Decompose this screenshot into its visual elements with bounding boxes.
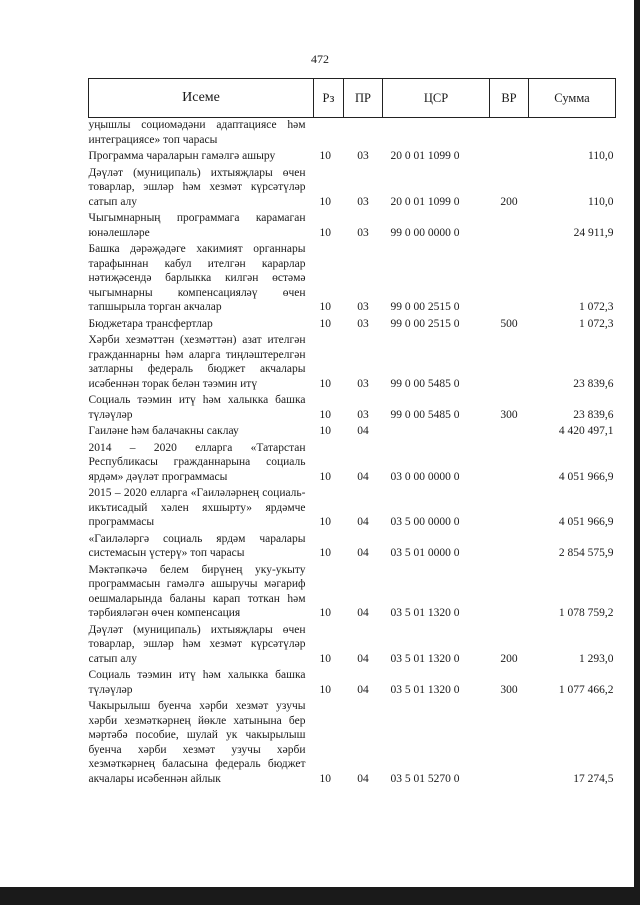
cell-sum: 2 854 575,9 bbox=[558, 547, 614, 559]
cell-vr bbox=[490, 149, 529, 166]
cell-pr: 03 bbox=[357, 377, 369, 390]
cell-csr: 03 5 01 1320 0 bbox=[390, 683, 460, 696]
cell-vr: 200 bbox=[500, 652, 518, 665]
page-number: 472 bbox=[311, 52, 329, 66]
cell-pr: 04 bbox=[357, 470, 369, 483]
table-row bbox=[89, 563, 616, 623]
scan-bottom-edge bbox=[0, 887, 640, 905]
cell-vr bbox=[490, 333, 529, 393]
cell-vr bbox=[490, 242, 529, 317]
table-row bbox=[89, 532, 616, 563]
cell-csr: 03 5 01 1320 0 bbox=[390, 607, 460, 619]
header-sum: Сумма bbox=[529, 79, 616, 118]
cell-sum: 1 077 466,2 bbox=[558, 683, 614, 696]
cell-csr: 99 0 00 2515 0 bbox=[390, 317, 460, 330]
cell-pr: 04 bbox=[357, 683, 369, 696]
table-row bbox=[89, 211, 616, 242]
table-body bbox=[89, 118, 616, 789]
header-csr: ЦСР bbox=[383, 79, 490, 118]
cell-pr bbox=[344, 118, 383, 150]
cell-name: Дәүләт (муниципаль) ихтыяҗлары өчен товарлар, эшләр һәм хезмәт күрсәтүләр сатып алу bbox=[88, 623, 306, 665]
cell-csr: 99 0 00 0000 0 bbox=[390, 226, 460, 239]
cell-rz: 10 bbox=[319, 150, 331, 162]
cell-sum: 1 072,3 bbox=[579, 301, 614, 313]
cell-name: «Гаиләләргә социаль ярдәм чаралары системасын үстерү» топ чарасы bbox=[88, 532, 306, 559]
cell-rz: 10 bbox=[319, 470, 331, 483]
cell-rz: 10 bbox=[319, 408, 331, 421]
cell-vr: 300 bbox=[500, 683, 518, 696]
cell-sum: 110,0 bbox=[588, 150, 614, 162]
cell-vr bbox=[490, 532, 529, 563]
cell-sum: 110,0 bbox=[588, 195, 614, 208]
cell-csr: 20 0 01 1099 0 bbox=[390, 150, 460, 162]
cell-pr: 04 bbox=[357, 547, 369, 559]
cell-sum: 1 078 759,2 bbox=[558, 607, 614, 619]
cell-name: Чакырылыш буенча хәрби хезмәт узучы хәрби хезмәткәрнең йөкле хатынына бер мәртәбә пособие, шулай ук чакырылыш буенча хәрби хезмәт узучы хәрби хезмәткәрнең баласына федераль бюджет акчалары исәбеннән айлык bbox=[88, 700, 306, 785]
cell-sum: 24 911,9 bbox=[573, 226, 614, 239]
table-row bbox=[89, 424, 616, 441]
cell-pr: 03 bbox=[357, 226, 369, 239]
table-row bbox=[89, 623, 616, 669]
cell-vr bbox=[490, 441, 529, 487]
cell-rz: 10 bbox=[319, 683, 331, 696]
cell-name: Программа чараларын гамәлгә ашыру bbox=[88, 150, 276, 162]
cell-csr: 99 0 00 5485 0 bbox=[390, 408, 460, 421]
table-header bbox=[89, 79, 616, 118]
cell-rz: 10 bbox=[319, 607, 331, 619]
cell-pr: 04 bbox=[357, 516, 369, 528]
table-row bbox=[89, 149, 616, 166]
cell-rz: 10 bbox=[319, 547, 331, 559]
cell-pr: 03 bbox=[357, 301, 369, 313]
cell-vr: 300 bbox=[500, 408, 518, 421]
scan-right-edge bbox=[634, 0, 640, 905]
cell-name: Хәрби хезмәттән (хезмәттән) азат ителгән гражданнарны һәм аларга тиңләштерелгән затларны федераль бюджет акчалары исәбеннән торак белән тәэмин итү bbox=[88, 334, 306, 390]
cell-csr bbox=[383, 118, 490, 150]
header-rz: Рз bbox=[314, 79, 344, 118]
cell-vr bbox=[490, 211, 529, 242]
table-row bbox=[89, 441, 616, 487]
cell-rz: 10 bbox=[319, 652, 331, 665]
header-name: Исеме bbox=[89, 79, 314, 118]
cell-name: Мәктәпкәчә белем бирүнең уку-укыту программасын гамәлгә ашыручы мәгариф оешмаларында баланы карап тоткан һәм тәрбияләгән өчен компенсация bbox=[88, 563, 306, 619]
cell-rz: 10 bbox=[319, 377, 331, 390]
cell-pr: 04 bbox=[357, 425, 369, 437]
table-row bbox=[89, 699, 616, 788]
cell-csr: 99 0 00 5485 0 bbox=[390, 377, 460, 390]
cell-vr bbox=[490, 699, 529, 788]
cell-sum: 1 072,3 bbox=[579, 317, 614, 330]
header-pr: ПР bbox=[344, 79, 383, 118]
table-row bbox=[89, 317, 616, 334]
cell-name: 2014 – 2020 елларга «Татарстан Республикасы гражданнарына социаль ярдәм» дәүләт программасы bbox=[88, 441, 306, 483]
cell-rz bbox=[314, 118, 344, 150]
cell-rz: 10 bbox=[319, 301, 331, 313]
cell-pr: 03 bbox=[357, 150, 369, 162]
cell-csr: 20 0 01 1099 0 bbox=[390, 195, 460, 208]
table-row bbox=[89, 333, 616, 393]
cell-pr: 04 bbox=[357, 772, 369, 785]
table-row bbox=[89, 668, 616, 699]
cell-rz: 10 bbox=[319, 425, 331, 437]
cell-pr: 04 bbox=[357, 607, 369, 619]
table-row bbox=[89, 486, 616, 532]
cell-csr bbox=[383, 424, 490, 441]
cell-csr: 03 5 01 0000 0 bbox=[390, 547, 460, 559]
table-row bbox=[89, 242, 616, 317]
cell-csr: 99 0 00 2515 0 bbox=[390, 301, 460, 313]
cell-csr: 03 5 01 1320 0 bbox=[390, 652, 460, 665]
header-vr: ВР bbox=[490, 79, 529, 118]
cell-name: Башка дәрәҗәдәге хакимият органнары тарафыннан кабул ителгән карарлар нәтиҗәсендә барлыкка килгән өстәмә чыгымнарны компенсацияләү өчен тапшырыла торган акчалар bbox=[88, 243, 306, 313]
table-row bbox=[89, 166, 616, 212]
cell-csr: 03 5 01 5270 0 bbox=[390, 772, 460, 785]
table-row bbox=[89, 393, 616, 424]
cell-name: Дәүләт (муниципаль) ихтыяҗлары өчен товарлар, эшләр һәм хезмәт күрсәтүләр сатып алу bbox=[88, 166, 306, 208]
cell-pr: 03 bbox=[357, 195, 369, 208]
cell-vr bbox=[490, 118, 529, 150]
cell-rz: 10 bbox=[319, 317, 331, 330]
cell-sum: 4 051 966,9 bbox=[558, 516, 614, 528]
cell-sum: 1 293,0 bbox=[579, 652, 614, 665]
cell-name: уңышлы социомәдәни адаптациясе һәм интеграциясе» топ чарасы bbox=[88, 119, 306, 146]
cell-rz: 10 bbox=[319, 195, 331, 208]
cell-rz: 10 bbox=[319, 226, 331, 239]
cell-sum: 17 274,5 bbox=[573, 772, 614, 785]
cell-name: Бюджетара трансфертлар bbox=[88, 317, 213, 330]
cell-rz: 10 bbox=[319, 772, 331, 785]
cell-vr bbox=[490, 486, 529, 532]
cell-pr: 03 bbox=[357, 317, 369, 330]
cell-rz: 10 bbox=[319, 516, 331, 528]
cell-name: Чыгымнарның программага карамаган юнәлешләре bbox=[88, 212, 306, 239]
cell-pr: 04 bbox=[357, 652, 369, 665]
cell-name: Социаль тәэмин итү һәм халыкка башка түләүләр bbox=[88, 669, 306, 696]
cell-name: Социаль тәэмин итү һәм халыкка башка түләүләр bbox=[88, 394, 306, 421]
cell-vr: 500 bbox=[500, 317, 518, 330]
cell-csr: 03 0 00 0000 0 bbox=[390, 470, 460, 483]
cell-vr bbox=[490, 563, 529, 623]
cell-sum bbox=[529, 118, 616, 150]
budget-table bbox=[88, 78, 616, 788]
cell-name: Гаиләне һәм балачакны саклау bbox=[88, 425, 239, 437]
cell-sum: 4 051 966,9 bbox=[558, 470, 614, 483]
cell-pr: 03 bbox=[357, 408, 369, 421]
cell-vr bbox=[490, 424, 529, 441]
cell-vr: 200 bbox=[500, 195, 518, 208]
table-row bbox=[89, 118, 616, 150]
cell-sum: 4 420 497,1 bbox=[558, 425, 614, 437]
cell-name: 2015 – 2020 елларга «Гаиләләрнең социаль-икътисадый хәлен яхшырту» ярдәмче программасы bbox=[88, 487, 306, 528]
cell-csr: 03 5 00 0000 0 bbox=[390, 516, 460, 528]
cell-sum: 23 839,6 bbox=[573, 377, 614, 390]
cell-sum: 23 839,6 bbox=[573, 408, 614, 421]
